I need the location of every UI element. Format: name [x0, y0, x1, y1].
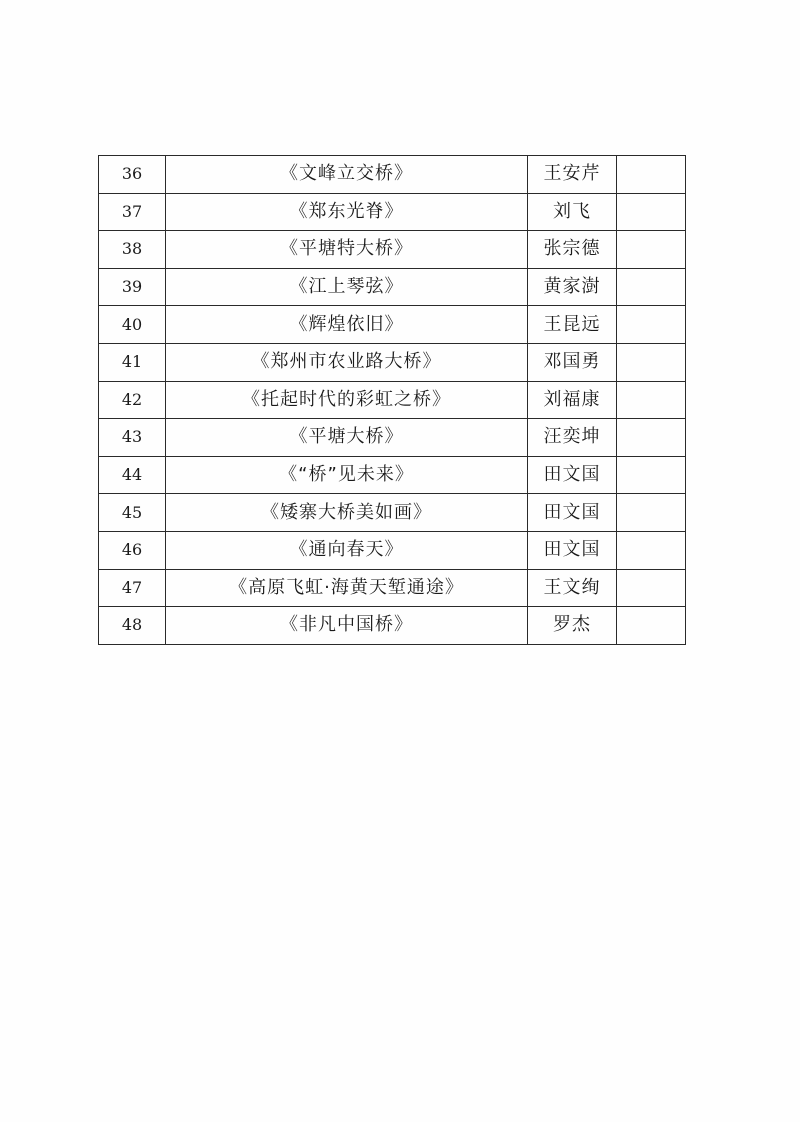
work-title-cell: 《高原飞虹·海黄天堑通途》: [166, 569, 528, 607]
table-row: [99, 381, 686, 419]
row-number-cell: 42: [99, 381, 166, 419]
work-title-cell: 《文峰立交桥》: [166, 156, 528, 194]
work-title-cell: 《郑东光脊》: [166, 193, 528, 231]
row-number-cell: 43: [99, 419, 166, 457]
award-list-table: [98, 155, 686, 645]
author-cell: 田文国: [528, 456, 617, 494]
row-number-cell: 38: [99, 231, 166, 269]
author-cell: 刘福康: [528, 381, 617, 419]
author-cell: 田文国: [528, 531, 617, 569]
table-row: [99, 531, 686, 569]
row-number-cell: 45: [99, 494, 166, 532]
table-row: [99, 193, 686, 231]
work-title-cell: 《矮寨大桥美如画》: [166, 494, 528, 532]
work-title-cell: 《辉煌依旧》: [166, 306, 528, 344]
author-cell: 汪奕坤: [528, 419, 617, 457]
author-cell: 刘飞: [528, 193, 617, 231]
row-number-cell: 40: [99, 306, 166, 344]
work-title-cell: 《“桥”见未来》: [166, 456, 528, 494]
row-number-cell: 47: [99, 569, 166, 607]
work-title-cell: 《通向春天》: [166, 531, 528, 569]
row-number-cell: 41: [99, 343, 166, 381]
author-cell: 王安芹: [528, 156, 617, 194]
note-cell: [617, 193, 686, 231]
table-row: [99, 231, 686, 269]
table-row: [99, 494, 686, 532]
note-cell: [617, 419, 686, 457]
table-row: [99, 456, 686, 494]
note-cell: [617, 156, 686, 194]
work-title-cell: 《平塘大桥》: [166, 419, 528, 457]
work-title-cell: 《非凡中国桥》: [166, 607, 528, 645]
note-cell: [617, 456, 686, 494]
note-cell: [617, 231, 686, 269]
author-cell: 罗杰: [528, 607, 617, 645]
work-title-cell: 《托起时代的彩虹之桥》: [166, 381, 528, 419]
author-cell: 张宗德: [528, 231, 617, 269]
note-cell: [617, 607, 686, 645]
note-cell: [617, 343, 686, 381]
table-row: [99, 268, 686, 306]
work-title-cell: 《郑州市农业路大桥》: [166, 343, 528, 381]
table-row: [99, 419, 686, 457]
note-cell: [617, 306, 686, 344]
author-cell: 田文国: [528, 494, 617, 532]
table-row: [99, 569, 686, 607]
note-cell: [617, 268, 686, 306]
author-cell: 黄家澍: [528, 268, 617, 306]
note-cell: [617, 531, 686, 569]
note-cell: [617, 569, 686, 607]
row-number-cell: 48: [99, 607, 166, 645]
work-title-cell: 《江上琴弦》: [166, 268, 528, 306]
note-cell: [617, 381, 686, 419]
table-row: [99, 607, 686, 645]
row-number-cell: 36: [99, 156, 166, 194]
author-cell: 王文绚: [528, 569, 617, 607]
author-cell: 邓国勇: [528, 343, 617, 381]
work-title-cell: 《平塘特大桥》: [166, 231, 528, 269]
table-row: [99, 156, 686, 194]
row-number-cell: 44: [99, 456, 166, 494]
row-number-cell: 37: [99, 193, 166, 231]
row-number-cell: 39: [99, 268, 166, 306]
table-body: [99, 156, 686, 645]
table-row: [99, 343, 686, 381]
author-cell: 王昆远: [528, 306, 617, 344]
row-number-cell: 46: [99, 531, 166, 569]
table-row: [99, 306, 686, 344]
note-cell: [617, 494, 686, 532]
